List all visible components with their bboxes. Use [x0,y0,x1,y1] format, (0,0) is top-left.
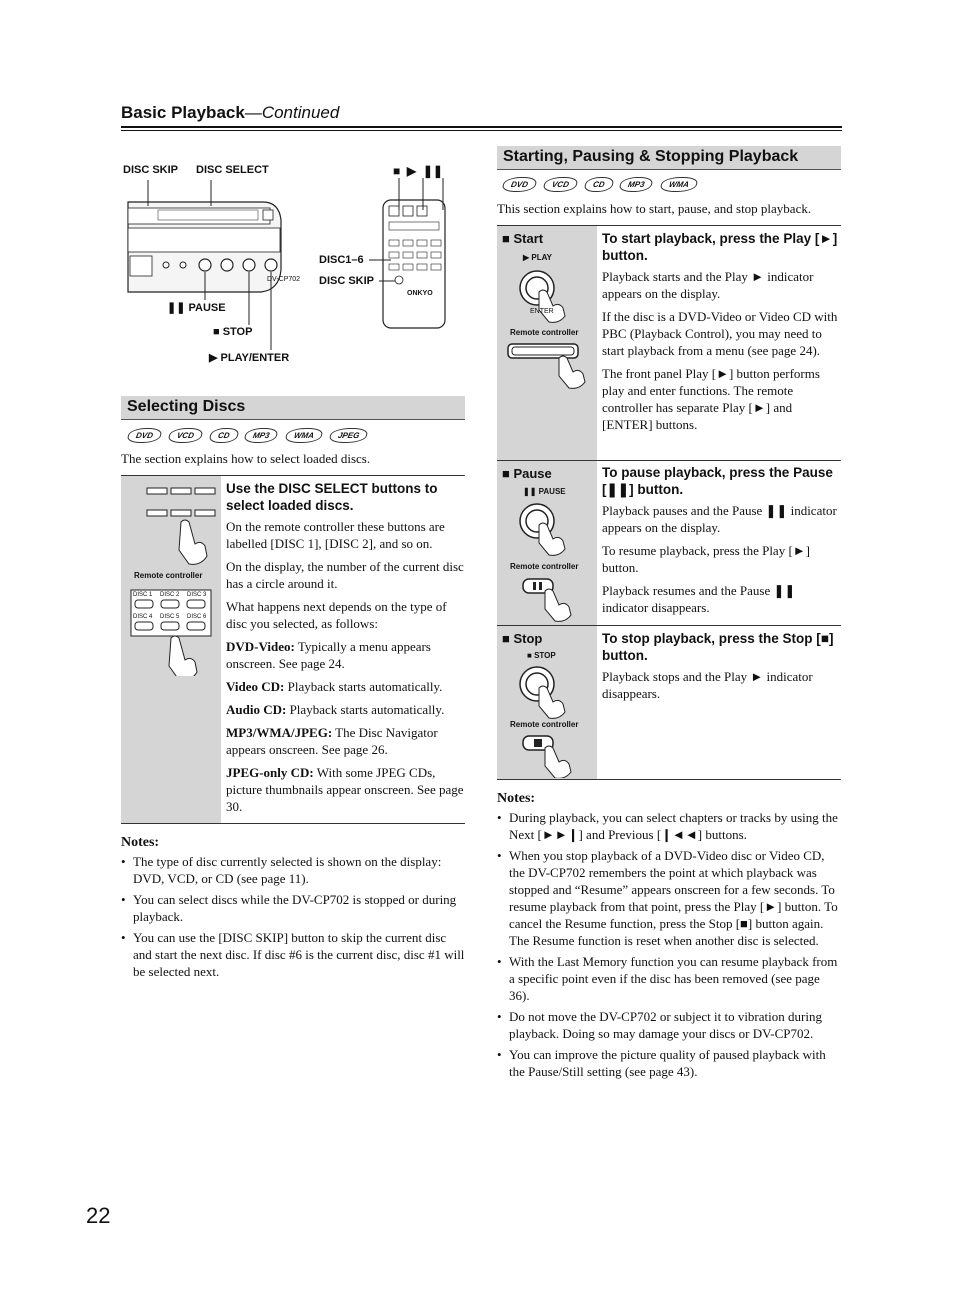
selecting-format-badges [128,428,367,443]
stop-icon: ■ [527,651,535,660]
play-button-label: ▶ PLAY [523,253,552,262]
paragraph-acd: Audio CD: Playback starts automatically. [226,702,445,717]
paragraph-dvd: DVD-Video: Typically a menu appears onscreen. See page 24. [226,639,431,671]
disc-5-label: DISC 5 [160,614,180,620]
note-item: • With the Last Memory function you can resume playback from a specific point even if the disc has been removed (see page 36). [497,953,842,1004]
paragraph: Playback starts and the Play ► indicator appears on the display. [602,269,814,301]
format-badge: VCD [167,428,203,443]
callout-disc-skip-remote: DISC SKIP [319,275,375,287]
format-badge: WMA [659,177,698,192]
paragraph: To resume playback, press the Play [►] button. [602,543,810,575]
format-badge: CD [208,428,239,443]
note-item: • Do not move the DV-CP702 or subject it to vibration during playback. Doing so may damage your discs or DV-CP702. [497,1008,842,1042]
callout-disc1-6: DISC1–6 [319,254,364,266]
paragraph: Playback resumes and the Pause ❚❚ indicator disappears. [602,583,796,615]
format-badge: CD [583,177,614,192]
format-badge: JPEG [328,428,369,443]
selecting-step-heading: Use the DISC SELECT buttons to select loaded discs. [226,481,438,513]
square-bullet-icon: ■ [502,631,514,646]
start-illustration-panel [497,226,597,460]
header-title: Basic Playback—Continued [121,103,340,122]
header-rule [121,126,842,128]
square-bullet-icon: ■ [502,231,514,246]
paragraph: Playback stops and the Play ► indicator disappears. [602,669,813,701]
paragraph-vcd: Video CD: Playback starts automatically. [226,679,443,694]
pause-illustration-panel [497,461,597,625]
callout-disc-skip: DISC SKIP [123,164,179,176]
pause-body [602,464,842,622]
note-item: • During playback, you can select chapters or tracks by using the Next [►►❙] and Previous [❙◄◄] buttons. [497,809,842,843]
remote-caption: Remote controller [510,720,579,729]
paragraph: Playback pauses and the Pause ❚❚ indicator appears on the display. [602,503,837,535]
format-badge: MP3 [619,177,655,192]
running-header [121,103,842,123]
paragraph-mp3: MP3/WMA/JPEG: The Disc Navigator appears onscreen. See page 26. [226,725,438,757]
play-icon: ▶ [523,253,532,262]
note-item: • When you stop playback of a DVD-Video disc or Video CD, the DV-CP702 remembers the point at which playback was stopped and “Resume” appears onscreen for a few seconds. To resume playback from that point, press the Play [►] button. To cancel the Resume function, press the Stop [■] button again. The Resume function is reset when another disc is selected. [497,847,842,949]
note-item: • The type of disc currently selected is shown on the display: DVD, VCD, or CD (see page 11). [121,853,465,887]
starting-format-badges [503,177,697,192]
square-bullet-icon: ■ [502,466,514,481]
remote-caption: Remote controller [510,328,579,337]
selecting-discs-heading: Selecting Discs [121,396,465,420]
pause-row-label: ■ Pause [502,466,552,481]
disc-2-label: DISC 2 [160,592,180,598]
format-badge: DVD [501,177,537,192]
start-row-label: ■ Start [502,231,544,246]
play-icon: ▶ [209,352,221,364]
selecting-notes [121,834,465,984]
selecting-body [226,480,466,821]
paragraph: If the disc is a DVD-Video or Video CD with PBC (Playback Control), you may need to start playback from a menu (see page 24). [602,309,838,358]
transport-icons: ■ ▶ ❚❚ [393,164,443,178]
start-heading: To start playback, press the Play [►] button. [602,231,838,263]
stop-body [602,630,842,708]
stop-heading: To stop playback, press the Stop [■] button. [602,631,834,663]
player-drawing [121,160,466,370]
note-item: • You can improve the picture quality of paused playback with the Pause/Still setting (see page 43). [497,1046,842,1080]
stop-icon: ■ [213,326,223,338]
paragraph: On the remote controller these buttons are labelled [DISC 1], [DISC 2], and so on. [226,519,445,551]
starting-intro: This section explains how to start, pause, and stop playback. [497,201,812,216]
callout-play-enter: ▶ PLAY/ENTER [209,352,290,364]
disc-4-label: DISC 4 [133,614,153,620]
note-item: • You can select discs while the DV-CP702 is stopped or during playback. [121,891,465,925]
note-item: • You can use the [DISC SKIP] button to skip the current disc and start the next disc. If disc #6 is the current disc, disc #1 will be selected next. [121,929,465,980]
paragraph: What happens next depends on the type of disc you selected, as follows: [226,599,447,631]
selecting-intro: The section explains how to select loaded discs. [121,451,371,466]
paragraph-jpeg: JPEG-only CD: With some JPEG CDs, picture thumbnails appear onscreen. See page 30. [226,765,464,814]
disc-6-label: DISC 6 [187,614,207,620]
front-panel-illustration [121,160,466,370]
disc-1-label: DISC 1 [133,592,153,598]
paragraph: On the display, the number of the current disc has a circle around it. [226,559,464,591]
pause-icon: ❚❚ [523,487,539,496]
callout-stop: ■ STOP [213,326,253,338]
format-badge: WMA [284,428,323,443]
play-button-drawing [497,262,597,422]
remote-logo: ONKYO [407,290,433,297]
starting-playback-heading: Starting, Pausing & Stopping Playback [497,146,841,170]
callout-pause: ❚❚ PAUSE [167,302,226,314]
remote-caption: Remote controller [134,571,203,580]
notes-title: Notes: [497,791,536,806]
header-rule-thin [121,130,842,131]
selecting-illustration-panel [121,476,221,823]
divider [497,779,841,780]
disc-3-label: DISC 3 [187,592,207,598]
stop-button-label: ■ STOP [527,651,556,660]
format-badge: DVD [126,428,162,443]
pause-icon: ❚❚ [167,302,189,314]
pause-heading: To pause playback, press the Pause [❚❚] button. [602,465,833,497]
stop-button-drawing [497,658,597,778]
pause-button-label: ❚❚ PAUSE [523,487,566,496]
pause-button-drawing [497,495,597,625]
enter-label: ENTER [530,308,554,315]
callout-disc-select: DISC SELECT [196,164,269,176]
format-badge: MP3 [244,428,280,443]
divider [121,823,465,824]
starting-notes [497,790,842,1084]
format-badge: VCD [542,177,578,192]
start-body [602,230,842,439]
model-label: DV-CP702 [267,276,301,283]
paragraph: The front panel Play [►] button performs play and enter functions. The remote controller has separate Play [►] and [ENTER] buttons. [602,366,820,432]
page-number: 22 [86,1203,111,1228]
remote-caption: Remote controller [510,562,579,571]
stop-illustration-panel [497,626,597,779]
stop-row-label: ■ Stop [502,631,543,646]
notes-title: Notes: [121,835,160,850]
